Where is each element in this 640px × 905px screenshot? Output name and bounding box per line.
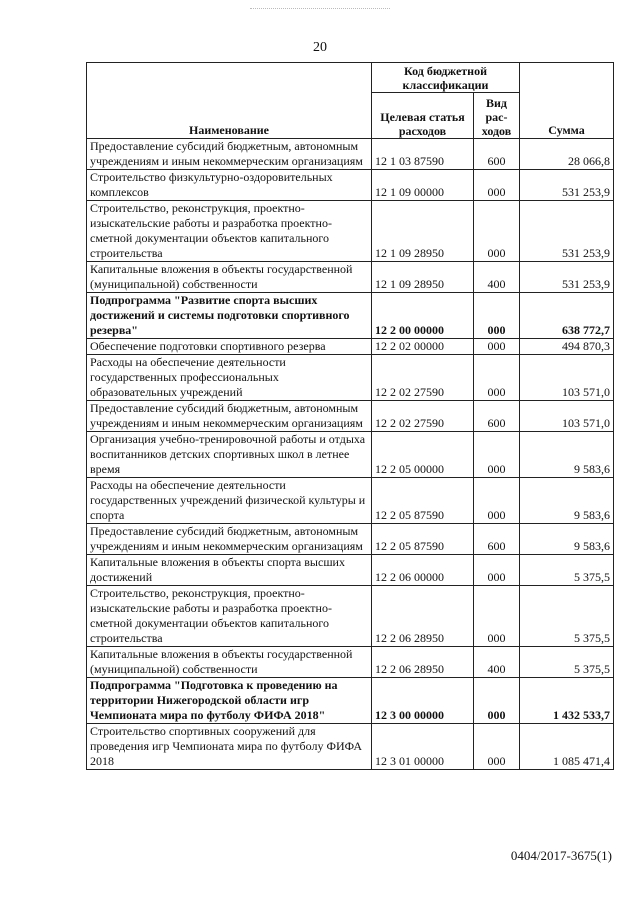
row-type: 000 <box>474 724 520 770</box>
table-row <box>87 678 614 724</box>
row-sum: 9 583,6 <box>520 524 614 555</box>
row-type: 600 <box>474 524 520 555</box>
row-code: 12 2 02 00000 <box>372 339 474 355</box>
row-code: 12 2 06 28950 <box>372 586 474 647</box>
row-code: 12 2 05 87590 <box>372 478 474 524</box>
row-sum: 103 571,0 <box>520 401 614 432</box>
row-name: Расходы на обеспечение деятельности государственных профессиональных образовательных учреждений <box>87 355 372 401</box>
row-name: Обеспечение подготовки спортивного резерва <box>87 339 372 355</box>
row-name: Предоставление субсидий бюджетным, автономным учреждениям и иным некоммерческим организациям <box>87 524 372 555</box>
row-type: 000 <box>474 586 520 647</box>
row-code: 12 2 05 00000 <box>372 432 474 478</box>
row-type: 000 <box>474 293 520 339</box>
row-code: 12 3 01 00000 <box>372 724 474 770</box>
row-type: 000 <box>474 555 520 586</box>
table-row <box>87 355 614 401</box>
header-target: Целевая статья расходов <box>372 93 474 139</box>
row-code: 12 2 06 00000 <box>372 555 474 586</box>
row-name: Расходы на обеспечение деятельности государственных учреждений физической культуры и спорта <box>87 478 372 524</box>
row-type: 400 <box>474 647 520 678</box>
row-name: Организация учебно-тренировочной работы и отдыха воспитанников детских спортивных школ в летнее время <box>87 432 372 478</box>
table-row <box>87 401 614 432</box>
row-sum: 5 375,5 <box>520 647 614 678</box>
row-sum: 531 253,9 <box>520 262 614 293</box>
row-code: 12 1 09 28950 <box>372 201 474 262</box>
row-sum: 1 432 533,7 <box>520 678 614 724</box>
row-type: 600 <box>474 139 520 170</box>
row-type: 000 <box>474 170 520 201</box>
row-type: 000 <box>474 355 520 401</box>
row-name: Строительство, реконструкция, проектно-изыскательские работы и разработка проектно-сметной документации объектов капитального строительства <box>87 201 372 262</box>
table-row <box>87 170 614 201</box>
row-type: 000 <box>474 339 520 355</box>
table-row <box>87 586 614 647</box>
table-row <box>87 293 614 339</box>
row-name: Подпрограмма "Развитие спорта высших достижений и системы подготовки спортивного резерва" <box>87 293 372 339</box>
row-code: 12 1 09 28950 <box>372 262 474 293</box>
row-name: Предоставление субсидий бюджетным, автономным учреждениям и иным некоммерческим организациям <box>87 139 372 170</box>
page-number: 20 <box>313 40 327 55</box>
row-name: Капитальные вложения в объекты спорта высших достижений <box>87 555 372 586</box>
row-sum: 103 571,0 <box>520 355 614 401</box>
row-type: 600 <box>474 401 520 432</box>
row-code: 12 1 09 00000 <box>372 170 474 201</box>
header-type: Вид рас-ходов <box>474 93 520 139</box>
row-name: Предоставление субсидий бюджетным, автономным учреждениям и иным некоммерческим организациям <box>87 401 372 432</box>
row-name: Строительство, реконструкция, проектно-изыскательские работы и разработка проектно-сметной документации объектов капитального строительства <box>87 586 372 647</box>
row-code: 12 2 06 28950 <box>372 647 474 678</box>
row-type: 000 <box>474 478 520 524</box>
table-row <box>87 478 614 524</box>
table-row <box>87 555 614 586</box>
header-sum: Сумма <box>520 63 614 139</box>
table-row <box>87 432 614 478</box>
scan-artifact <box>250 8 390 19</box>
row-name: Строительство физкультурно-оздоровительных комплексов <box>87 170 372 201</box>
row-name: Строительство спортивных сооружений для проведения игр Чемпионата мира по футболу ФИФА 2018 <box>87 724 372 770</box>
row-code: 12 2 05 87590 <box>372 524 474 555</box>
table-row <box>87 524 614 555</box>
table-row <box>87 339 614 355</box>
row-sum: 494 870,3 <box>520 339 614 355</box>
row-name: Капитальные вложения в объекты государственной (муниципальной) собственности <box>87 262 372 293</box>
header-name: Наименование <box>87 63 372 139</box>
row-type: 400 <box>474 262 520 293</box>
table-row <box>87 262 614 293</box>
row-sum: 531 253,9 <box>520 170 614 201</box>
row-code: 12 2 00 00000 <box>372 293 474 339</box>
row-sum: 1 085 471,4 <box>520 724 614 770</box>
row-sum: 9 583,6 <box>520 432 614 478</box>
row-name: Капитальные вложения в объекты государственной (муниципальной) собственности <box>87 647 372 678</box>
row-sum: 638 772,7 <box>520 293 614 339</box>
row-sum: 28 066,8 <box>520 139 614 170</box>
row-name: Подпрограмма "Подготовка к проведению на территории Нижегородской области игр Чемпионата мира по футболу ФИФА 2018" <box>87 678 372 724</box>
table-row <box>87 724 614 770</box>
row-code: 12 2 02 27590 <box>372 355 474 401</box>
row-sum: 5 375,5 <box>520 555 614 586</box>
row-sum: 9 583,6 <box>520 478 614 524</box>
row-sum: 531 253,9 <box>520 201 614 262</box>
row-code: 12 3 00 00000 <box>372 678 474 724</box>
row-type: 000 <box>474 432 520 478</box>
document-code: 0404/2017-3675(1) <box>510 848 612 863</box>
table-row <box>87 201 614 262</box>
header-code-group: Код бюджетной классификации <box>372 63 520 93</box>
row-code: 12 2 02 27590 <box>372 401 474 432</box>
table-body <box>87 139 614 770</box>
table-row <box>87 647 614 678</box>
row-sum: 5 375,5 <box>520 586 614 647</box>
row-type: 000 <box>474 678 520 724</box>
budget-table <box>86 62 614 770</box>
table-row <box>87 139 614 170</box>
row-type: 000 <box>474 201 520 262</box>
row-code: 12 1 03 87590 <box>372 139 474 170</box>
